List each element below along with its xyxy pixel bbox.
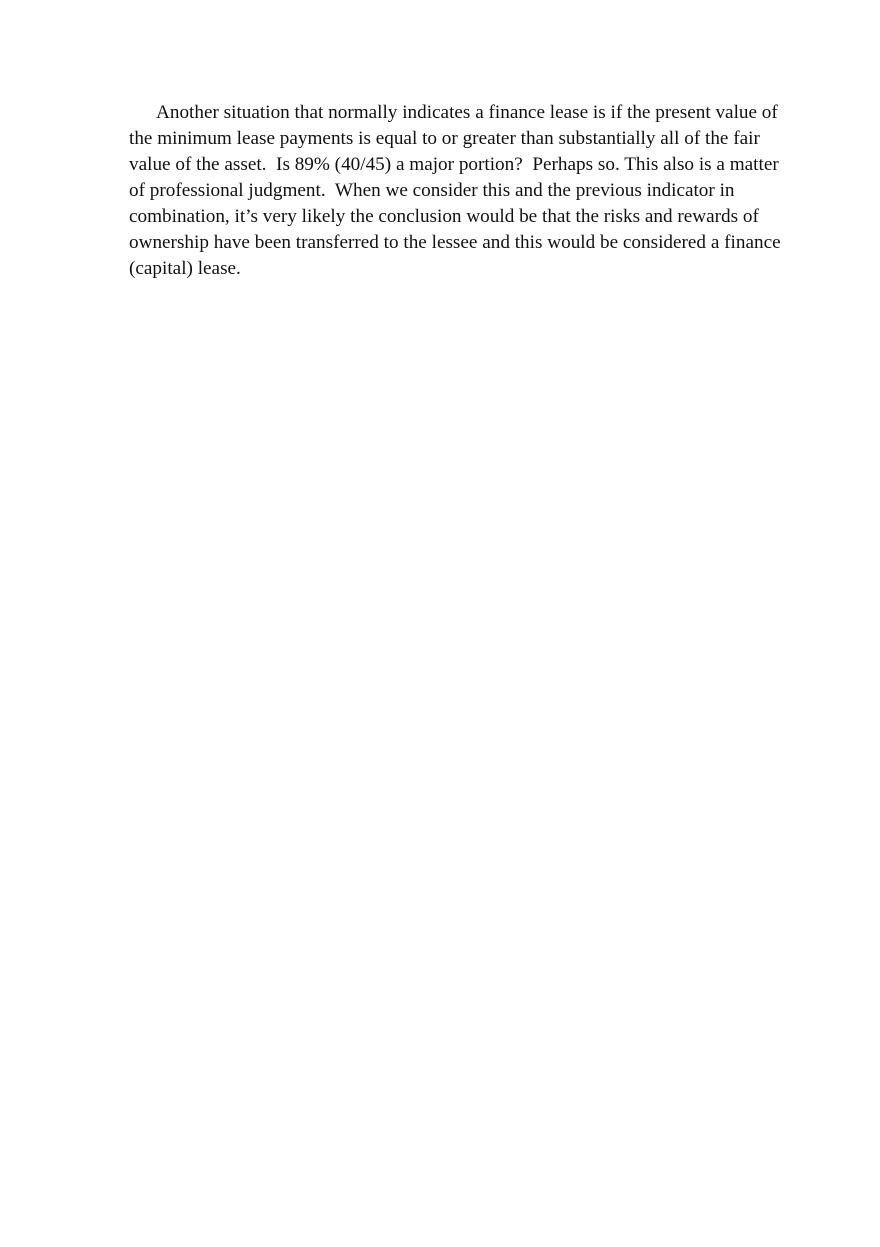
paragraph-line: of professional judgment. When we consider this and the previous indicator in: [129, 180, 735, 201]
paragraph-line: Another situation that normally indicates a finance lease is if the present value of: [156, 102, 778, 123]
paragraph-line: combination, it’s very likely the conclusion would be that the risks and rewards of: [129, 206, 759, 227]
body-paragraph: [129, 100, 819, 282]
paragraph-line: the minimum lease payments is equal to or greater than substantially all of the fair: [129, 128, 760, 149]
paragraph-line: (capital) lease.: [129, 258, 241, 279]
paragraph-line: ownership have been transferred to the lessee and this would be considered a finance: [129, 232, 781, 253]
paragraph-line: value of the asset. Is 89% (40/45) a major portion? Perhaps so. This also is a matter: [129, 154, 779, 175]
